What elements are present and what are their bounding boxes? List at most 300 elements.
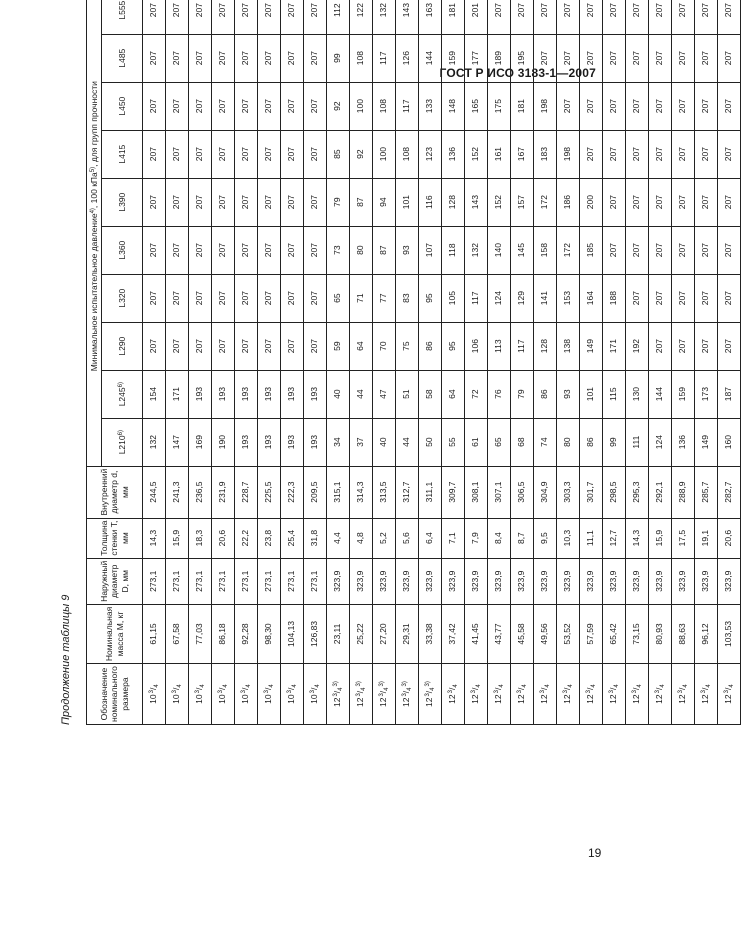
pressure-cell: 207 [281,130,304,178]
pressure-cell: 100 [373,130,396,178]
pressure-cell: 136 [442,130,465,178]
size-frac-den: 4 [338,687,345,691]
pressure-cell: 207 [143,34,166,82]
wall-cell: 5,6 [396,518,419,558]
pressure-cell: 207 [695,178,718,226]
pressure-cell: 79 [327,178,350,226]
size-whole: 12 [378,697,389,707]
pressure-group-label: Минимальное испытательное давление [88,213,99,372]
pressure-cell: 207 [212,0,235,34]
pressure-cell: 207 [166,322,189,370]
inner-diameter-cell: 307,1 [488,466,511,518]
size-frac-num: 3 [425,693,432,697]
pressure-cell: 207 [626,82,649,130]
pressure-cell: 107 [419,226,442,274]
wall-cell: 19,1 [695,518,718,558]
pressure-cell: 207 [235,226,258,274]
pressure-cell: 207 [557,34,580,82]
table-row [212,0,235,725]
pressure-cell: 116 [419,178,442,226]
size-designation: $12^3/_4$ [649,664,672,725]
pressure-cell: 44 [396,418,419,466]
wall-cell: 5,2 [373,518,396,558]
size-frac-num: 3 [379,693,386,697]
pressure-cell: 92 [350,130,373,178]
grade-label: L485 [116,48,127,68]
pressure-cell: 193 [189,370,212,418]
wall-cell: 12,7 [603,518,626,558]
size-frac-den: 4 [361,687,368,691]
pressure-cell: 207 [235,274,258,322]
pressure-cell: 207 [718,82,741,130]
pressure-cell: 132 [465,226,488,274]
pressure-cell: 64 [350,322,373,370]
pressure-cell: 207 [281,274,304,322]
pressure-cell: 126 [396,34,419,82]
outer-diameter-cell: 323,9 [649,558,672,604]
pressure-cell: 207 [143,0,166,34]
pressure-cell: 198 [557,130,580,178]
outer-diameter-cell: 323,9 [603,558,626,604]
col-header-wall: Толщина стенки T, мм [87,518,143,558]
pressure-cell: 193 [281,370,304,418]
pressure-cell: 207 [649,82,672,130]
inner-diameter-cell: 314,3 [350,466,373,518]
pressure-cell: 173 [695,370,718,418]
pressure-cell: 207 [603,0,626,34]
table-row [511,0,534,725]
size-designation: $12^3/_4^{3)}$ [396,664,419,725]
pressure-cell: 40 [327,370,350,418]
size-whole: 12 [493,694,504,704]
pressure-cell: 117 [465,274,488,322]
pressure-cell: 79 [511,370,534,418]
pressure-cell: 72 [465,370,488,418]
pressure-cell: 207 [626,274,649,322]
size-designation: $12^3/_4$ [465,664,488,725]
pressure-cell: 61 [465,418,488,466]
pressure-cell: 207 [718,322,741,370]
pressure-cell: 207 [189,0,212,34]
outer-diameter-cell: 323,9 [373,558,396,604]
grade-header [102,418,143,466]
pressure-cell: 58 [419,370,442,418]
size-frac-num: 3 [172,690,179,694]
size-whole: 12 [631,694,642,704]
outer-diameter-cell: 323,9 [442,558,465,604]
size-designation: $12^3/_4^{3)}$ [419,664,442,725]
pressure-cell: 124 [649,418,672,466]
pressure-cell: 207 [718,130,741,178]
table-row [350,0,373,725]
pressure-cell: 161 [488,130,511,178]
pressure-cell: 86 [580,418,603,466]
pressure-cell: 55 [442,418,465,466]
outer-diameter-cell: 273,1 [212,558,235,604]
pressure-cell: 207 [281,178,304,226]
wall-cell: 25,4 [281,518,304,558]
mass-cell: 98,30 [258,604,281,663]
size-whole: 12 [700,694,711,704]
table-row [281,0,304,725]
size-whole: 12 [723,694,734,704]
pressure-cell: 189 [488,34,511,82]
size-frac-den: 4 [660,684,667,688]
outer-diameter-cell: 323,9 [557,558,580,604]
table-body [143,0,741,725]
pressure-cell: 185 [580,226,603,274]
pressure-cell: 207 [258,0,281,34]
pressure-cell: 207 [534,0,557,34]
pressure-cell: 159 [442,34,465,82]
table-row [603,0,626,725]
pressure-cell: 207 [212,322,235,370]
table-row [626,0,649,725]
pressure-cell: 50 [419,418,442,466]
size-frac-den: 4 [706,684,713,688]
mass-cell: 25,22 [350,604,373,663]
size-whole: 12 [447,694,458,704]
size-whole: 12 [539,694,550,704]
table-row [718,0,741,725]
mass-cell: 103,53 [718,604,741,663]
mass-cell: 41,45 [465,604,488,663]
mass-cell: 29,31 [396,604,419,663]
grade-header [102,370,143,418]
pressure-cell: 101 [580,370,603,418]
size-designation: $12^3/_4$ [580,664,603,725]
pressure-cell: 207 [235,322,258,370]
inner-diameter-cell: 295,3 [626,466,649,518]
pressure-cell: 95 [419,274,442,322]
outer-diameter-cell: 273,1 [304,558,327,604]
pressure-cell: 207 [189,178,212,226]
wall-cell: 4,8 [350,518,373,558]
pressure-cell: 153 [557,274,580,322]
inner-diameter-cell: 298,5 [603,466,626,518]
grade-label: L450 [116,96,127,116]
size-frac-den: 4 [614,684,621,688]
pressure-cell: 190 [212,418,235,466]
size-frac-num: 3 [517,690,524,694]
pressure-cell: 207 [580,0,603,34]
outer-diameter-cell: 323,9 [488,558,511,604]
size-designation: $10^3/_4$ [258,664,281,725]
size-frac-num: 3 [563,690,570,694]
pressure-cell: 149 [580,322,603,370]
inner-diameter-cell: 244,5 [143,466,166,518]
pressure-cell: 130 [626,370,649,418]
pressure-cell: 207 [603,178,626,226]
outer-diameter-cell: 323,9 [396,558,419,604]
pressure-cell: 193 [281,418,304,466]
pressure-cell: 207 [718,226,741,274]
wall-cell: 10,3 [557,518,580,558]
pressure-cell: 207 [304,274,327,322]
pressure-cell: 207 [695,34,718,82]
pressure-cell: 207 [304,34,327,82]
size-frac-den: 4 [292,684,299,688]
mass-cell: 104,13 [281,604,304,663]
pressure-cell: 74 [534,418,557,466]
mass-cell: 67,58 [166,604,189,663]
pressure-cell: 207 [258,226,281,274]
inner-diameter-cell: 312,7 [396,466,419,518]
col-header-inner-diameter: Внутренний диаметр d, мм [87,466,143,518]
pressure-cell: 207 [235,82,258,130]
pressure-cell: 207 [626,226,649,274]
grade-header [102,82,143,130]
table-caption: Продолжение таблицы 9 [60,594,72,725]
size-frac-num: 3 [264,690,271,694]
size-frac-num: 3 [655,690,662,694]
pressure-cell: 123 [419,130,442,178]
size-frac-num: 3 [218,690,225,694]
pressure-cell: 165 [465,82,488,130]
pressure-cell: 200 [580,178,603,226]
pressure-cell: 207 [672,226,695,274]
pressure-cell: 207 [258,178,281,226]
pressure-cell: 207 [212,130,235,178]
pressure-cell: 207 [258,82,281,130]
pressure-cell: 207 [649,274,672,322]
size-whole: 10 [171,694,182,704]
grade-label: L390 [116,192,127,212]
pressure-cell: 100 [350,82,373,130]
size-whole: 12 [424,697,435,707]
size-designation: $10^3/_4$ [304,664,327,725]
outer-diameter-cell: 323,9 [511,558,534,604]
size-whole: 10 [217,694,228,704]
grade-label: L360 [116,240,127,260]
grade-footnote: 6) [117,382,124,388]
size-whole: 10 [240,694,251,704]
size-whole: 10 [309,694,320,704]
size-whole: 12 [355,697,366,707]
size-frac-num: 3 [402,693,409,697]
pressure-cell: 207 [304,82,327,130]
size-frac-den: 4 [729,684,736,688]
pressure-cell: 143 [396,0,419,34]
pressure-cell: 128 [534,322,557,370]
pressure-cell: 112 [327,0,350,34]
size-frac-den: 4 [568,684,575,688]
grade-label: L415 [116,144,127,164]
pressure-cell: 207 [212,226,235,274]
size-designation: $10^3/_4$ [281,664,304,725]
size-designation: $12^3/_4$ [603,664,626,725]
pressure-cell: 207 [557,82,580,130]
size-frac-den: 4 [637,684,644,688]
table-row [235,0,258,725]
mass-cell: 57,59 [580,604,603,663]
pressure-cell: 207 [189,130,212,178]
pressure-cell: 124 [488,274,511,322]
pressure-cell: 207 [235,130,258,178]
pressure-cell: 201 [465,0,488,34]
pressure-cell: 65 [327,274,350,322]
pressure-cell: 148 [442,82,465,130]
inner-diameter-cell: 315,1 [327,466,350,518]
inner-diameter-cell: 282,7 [718,466,741,518]
pressure-cell: 207 [281,322,304,370]
pressure-cell: 171 [166,370,189,418]
inner-diameter-cell: 225,5 [258,466,281,518]
pressure-cell: 144 [419,34,442,82]
size-designation: $12^3/_4^{3)}$ [327,664,350,725]
pressure-cell: 68 [511,418,534,466]
pressure-cell: 207 [649,226,672,274]
pressure-cell: 86 [534,370,557,418]
pressure-cell: 207 [212,274,235,322]
size-frac-den: 4 [315,684,322,688]
size-designation: $12^3/_4$ [672,664,695,725]
pressure-cell: 207 [212,178,235,226]
pressure-cell: 207 [212,82,235,130]
size-designation: $10^3/_4$ [189,664,212,725]
pressure-cell: 207 [189,34,212,82]
grade-header [102,34,143,82]
pressure-cell: 75 [396,322,419,370]
size-whole: 12 [608,694,619,704]
pressure-cell: 101 [396,178,419,226]
grade-header [102,0,143,34]
pressure-cell: 117 [396,82,419,130]
outer-diameter-cell: 273,1 [143,558,166,604]
size-designation: $12^3/_4$ [534,664,557,725]
pressure-cell: 133 [419,82,442,130]
pressure-cell: 117 [511,322,534,370]
wall-cell: 4,4 [327,518,350,558]
pressure-cell: 145 [511,226,534,274]
pressure-cell: 207 [672,322,695,370]
pressure-cell: 207 [189,82,212,130]
size-whole: 10 [194,694,205,704]
pressure-cell: 163 [419,0,442,34]
mass-cell: 43,77 [488,604,511,663]
inner-diameter-cell: 285,7 [695,466,718,518]
inner-diameter-cell: 292,1 [649,466,672,518]
pressure-cell: 207 [695,274,718,322]
pressure-cell: 193 [304,370,327,418]
pressure-cell: 207 [488,0,511,34]
wall-cell: 14,3 [626,518,649,558]
size-designation: $10^3/_4$ [235,664,258,725]
size-whole: 12 [654,694,665,704]
pressure-cell: 181 [442,0,465,34]
pressure-cell: 207 [695,226,718,274]
inner-diameter-cell: 308,1 [465,466,488,518]
size-frac-num: 3 [701,690,708,694]
pressure-cell: 207 [143,226,166,274]
inner-diameter-cell: 311,1 [419,466,442,518]
table-row [672,0,695,725]
pressure-cell: 171 [603,322,626,370]
pressure-cell: 195 [511,34,534,82]
pressure-cell: 207 [580,82,603,130]
size-frac-num: 3 [678,690,685,694]
pressure-cell: 207 [281,226,304,274]
pressure-cell: 207 [258,34,281,82]
wall-cell: 9,5 [534,518,557,558]
size-frac-num: 3 [448,690,455,694]
pressure-cell: 207 [166,226,189,274]
grade-header [102,130,143,178]
size-footnote: 3) [379,681,386,687]
wall-cell: 15,9 [649,518,672,558]
outer-diameter-cell: 323,9 [695,558,718,604]
pressure-cell: 118 [442,226,465,274]
pressure-cell: 85 [327,130,350,178]
pressure-cell: 51 [396,370,419,418]
mass-cell: 96,12 [695,604,718,663]
size-footnote: 3) [402,681,409,687]
outer-diameter-cell: 273,1 [235,558,258,604]
size-frac-num: 3 [609,690,616,694]
wall-cell: 6,4 [419,518,442,558]
pressure-cell: 149 [695,418,718,466]
wall-cell: 7,9 [465,518,488,558]
pressure-cell: 207 [166,34,189,82]
size-frac-den: 4 [200,684,207,688]
pressure-cell: 132 [143,418,166,466]
wall-cell: 31,8 [304,518,327,558]
size-frac-num: 3 [540,690,547,694]
size-frac-num: 3 [310,690,317,694]
size-frac-den: 4 [246,684,253,688]
grade-label: L290 [116,336,127,356]
size-whole: 12 [332,697,343,707]
pressure-cell: 187 [718,370,741,418]
size-frac-num: 3 [724,690,731,694]
pressure-cell: 177 [465,34,488,82]
outer-diameter-cell: 273,1 [166,558,189,604]
outer-diameter-cell: 323,9 [626,558,649,604]
inner-diameter-cell: 304,9 [534,466,557,518]
pressure-cell: 105 [442,274,465,322]
pressure-cell: 186 [557,178,580,226]
pressure-cell: 207 [603,82,626,130]
inner-diameter-cell: 241,3 [166,466,189,518]
pressure-cell: 207 [603,34,626,82]
pressure-cell: 207 [304,322,327,370]
size-designation: $12^3/_4$ [511,664,534,725]
inner-diameter-cell: 209,5 [304,466,327,518]
pressure-cell: 143 [465,178,488,226]
pressure-cell: 167 [511,130,534,178]
table-row [166,0,189,725]
pressure-cell: 158 [534,226,557,274]
pipe-test-pressure-table [86,0,741,725]
size-frac-num: 3 [195,690,202,694]
pressure-cell: 106 [465,322,488,370]
size-whole: 12 [585,694,596,704]
grade-label: L210 [116,435,127,455]
size-footnote: 3) [333,681,340,687]
size-frac-den: 4 [453,684,460,688]
inner-diameter-cell: 309,7 [442,466,465,518]
pressure-cell: 169 [189,418,212,466]
size-whole: 12 [470,694,481,704]
pressure-cell: 99 [603,418,626,466]
mass-cell: 23,11 [327,604,350,663]
pressure-cell: 207 [189,226,212,274]
size-designation: $12^3/_4$ [718,664,741,725]
outer-diameter-cell: 323,9 [672,558,695,604]
pressure-cell: 192 [626,322,649,370]
wall-cell: 23,8 [258,518,281,558]
size-frac-num: 3 [356,693,363,697]
